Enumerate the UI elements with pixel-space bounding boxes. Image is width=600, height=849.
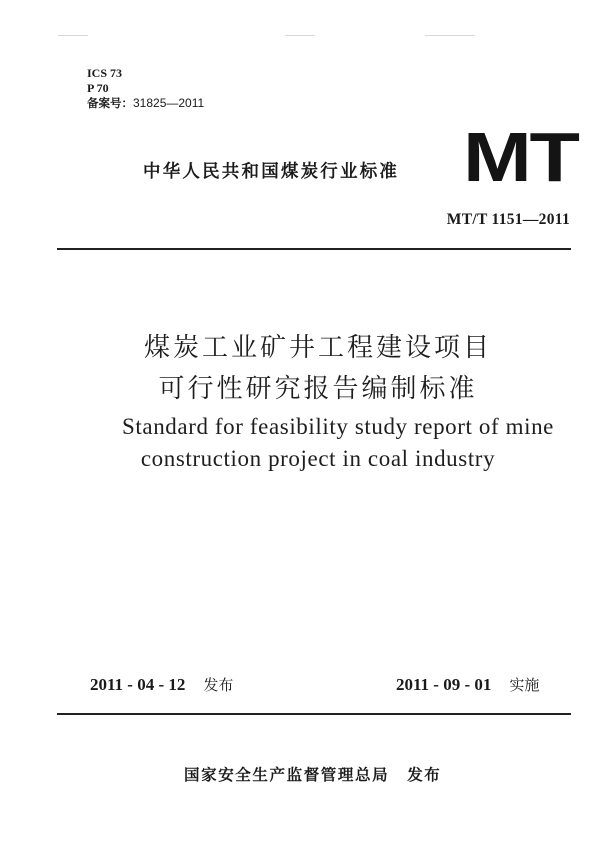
scan-artifact [425,35,475,36]
issue-date [90,674,233,695]
title-en-line-2: construction project in coal industry [140,446,496,471]
filing-number-line [87,96,204,111]
filing-label: 备案号： [87,96,133,110]
title-cn-line-2: 可行性研究报告编制标准 [158,374,478,404]
issuer-label: 发布 [407,766,442,784]
mt-logo: MT [463,118,578,196]
standard-category: 中华人民共和国煤炭行业标准 [143,162,400,182]
ics-code: ICS 73 [87,66,123,80]
filing-number: 31825—2011 [133,96,205,110]
issue-date-value: 2011 - 04 - 12 [90,675,186,694]
issue-label: 发布 [203,676,234,694]
top-divider [57,248,571,250]
implementation-date-value: 2011 - 09 - 01 [396,675,492,694]
classification-codes [87,66,204,111]
implementation-label: 实施 [509,676,540,694]
title-cn-line-1: 煤炭工业矿井工程建设项目 [143,333,492,363]
scan-artifact [58,35,88,36]
implementation-date [396,674,539,695]
scan-artifact [285,35,315,36]
standard-number: MT/T 1151—2011 [446,211,570,228]
bottom-divider [57,713,571,715]
ccs-code: P 70 [87,81,109,95]
title-en-line-1: Standard for feasibility study report of mine [122,414,554,439]
issuer-name: 国家安全生产监督管理总局 [184,766,390,784]
issuing-authority [184,763,441,785]
